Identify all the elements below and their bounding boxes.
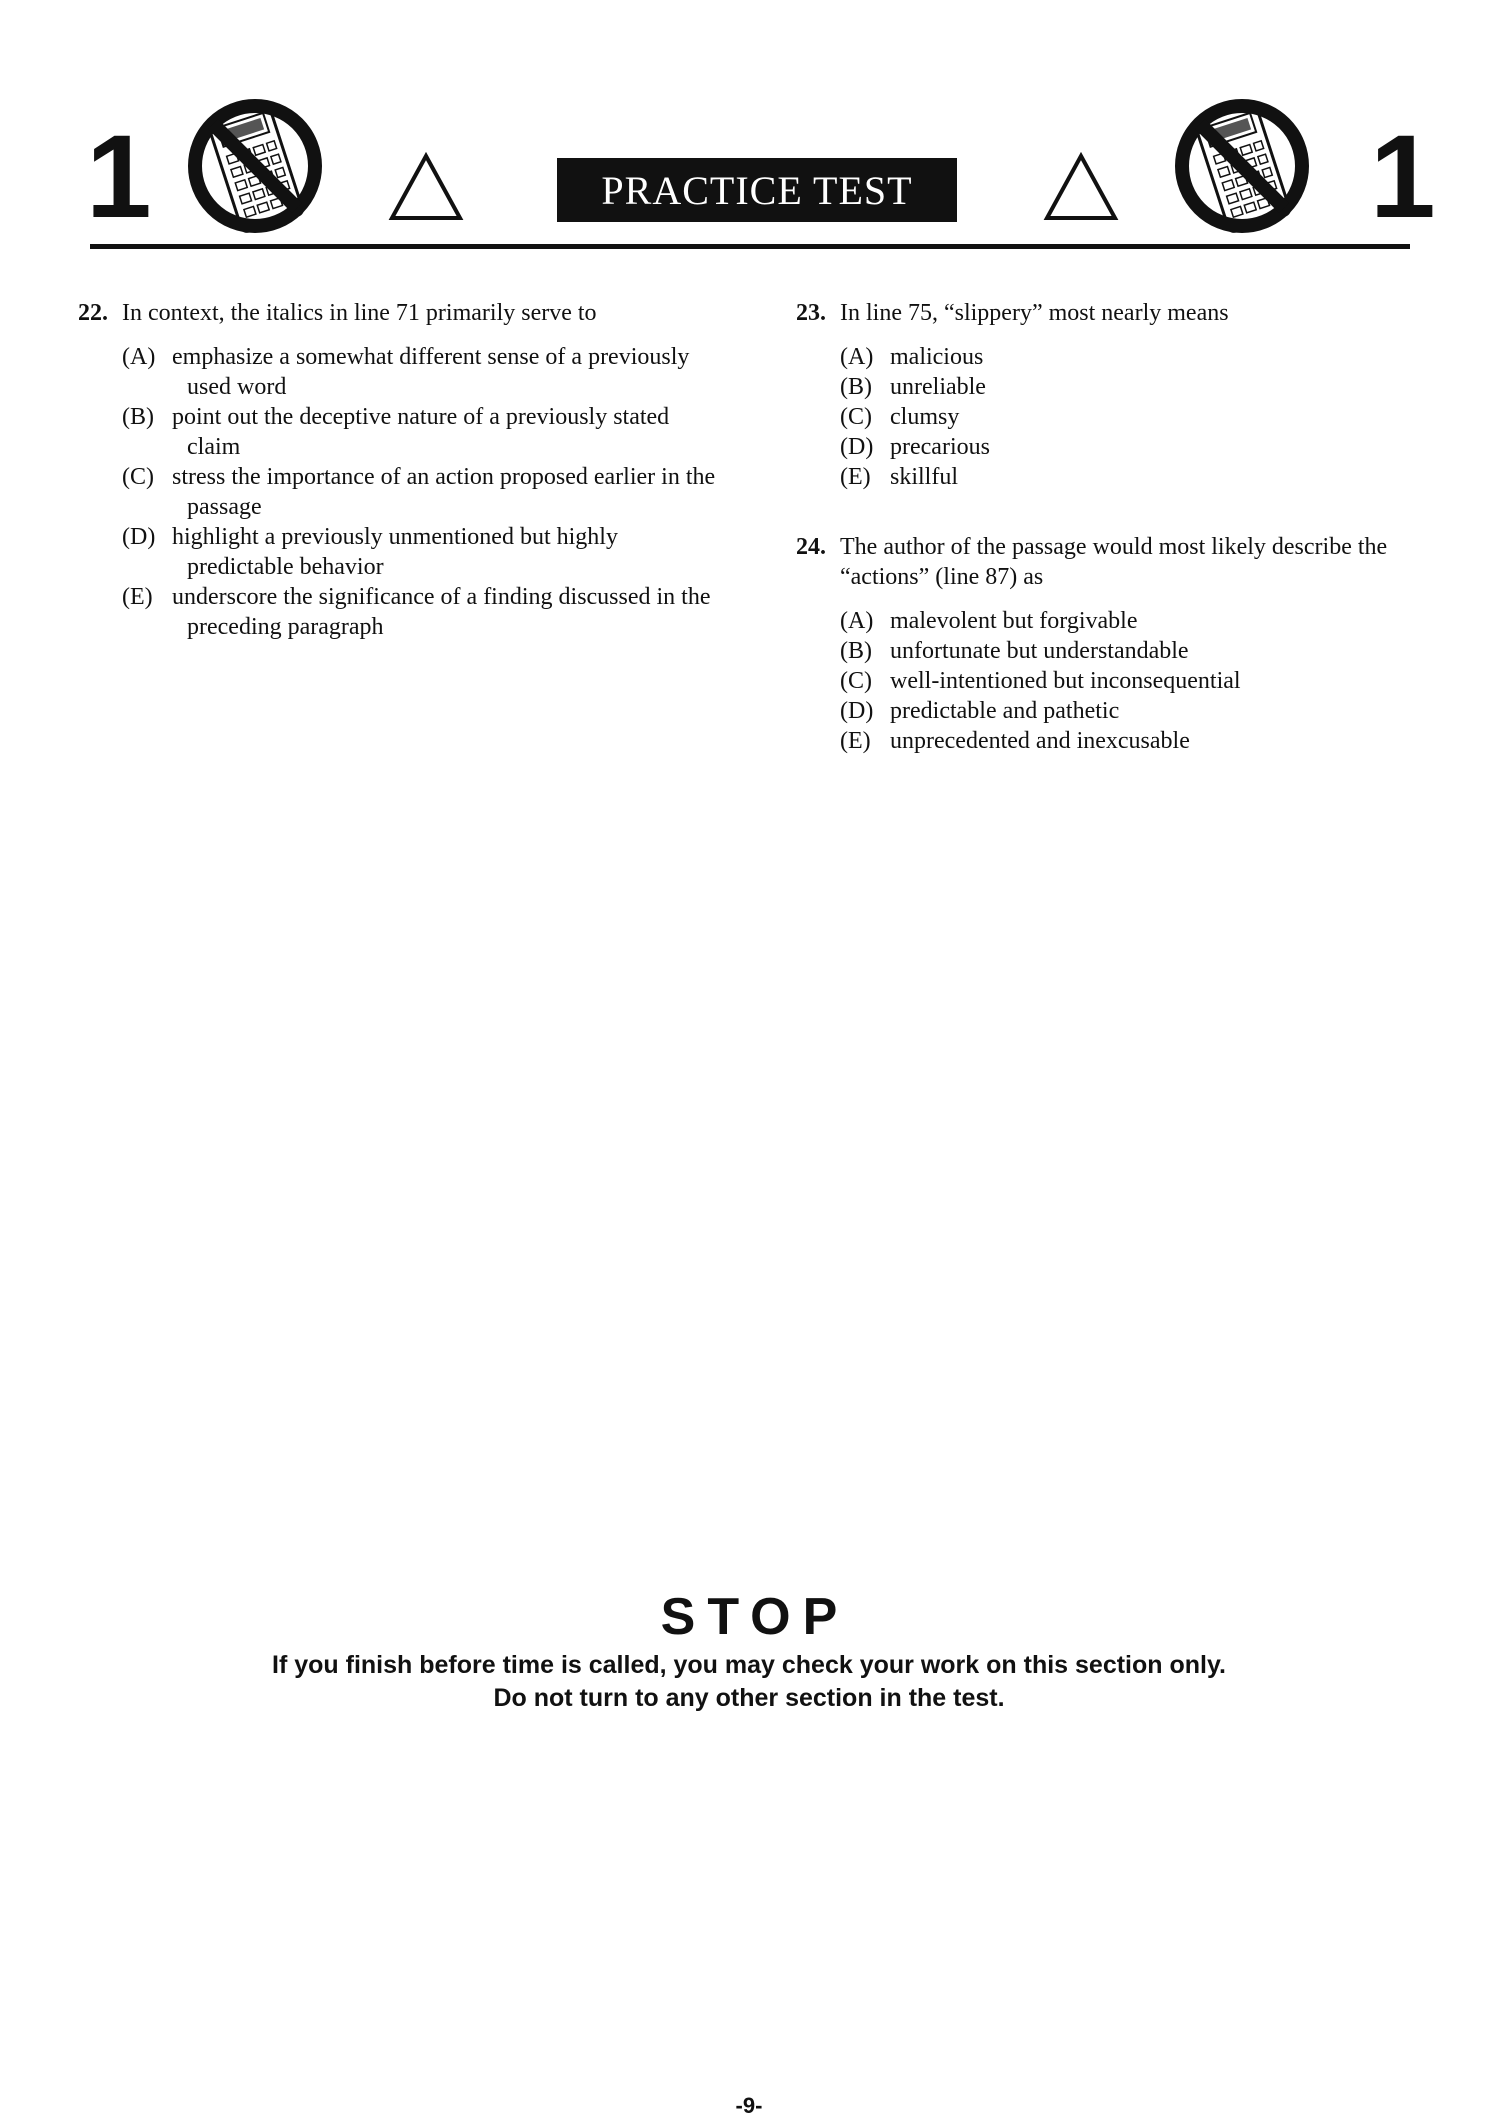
- choice-letter: (E): [122, 584, 153, 610]
- answer-choice-a: [122, 342, 718, 402]
- question-24: [796, 532, 1436, 756]
- question-number: 23.: [796, 300, 826, 326]
- no-calculator-icon: [1172, 88, 1312, 243]
- stop-instruction-line-2: Do not turn to any other section in the test.: [493, 1684, 1005, 1712]
- choice-letter: (C): [840, 404, 872, 430]
- answer-choice-d: [840, 696, 1436, 726]
- choice-letter: (B): [840, 374, 872, 400]
- triangle-icon: [1043, 152, 1119, 222]
- question-text: In context, the italics in line 71 primarily serve to: [122, 300, 597, 326]
- choice-text: unreliable: [890, 374, 986, 400]
- choice-text: unfortunate but understandable: [890, 638, 1189, 664]
- answer-choice-b: [840, 636, 1436, 666]
- question-stem: [78, 298, 718, 328]
- choice-letter: (D): [840, 434, 874, 460]
- answer-choice-c: [122, 462, 718, 522]
- choice-text: skillful: [890, 464, 959, 490]
- question-stem: [796, 532, 1436, 592]
- stop-instruction-line-1: If you finish before time is called, you may check your work on this section only.: [272, 1651, 1226, 1679]
- page-header: [0, 0, 1498, 260]
- choice-text: unprecedented and inexcusable: [890, 728, 1190, 754]
- answer-choice-c: [840, 402, 1436, 432]
- choice-text: underscore the significance of a finding discussed in the preceding paragraph: [172, 584, 711, 640]
- question-text: In line 75, “slippery” most nearly means: [840, 300, 1229, 326]
- choice-letter: (D): [122, 524, 156, 550]
- choice-text: stress the importance of an action proposed earlier in the passage: [172, 464, 716, 520]
- choice-text: highlight a previously unmentioned but highly predictable behavior: [172, 524, 618, 580]
- choice-text: malevolent but forgivable: [890, 608, 1138, 634]
- answer-choice-e: [840, 726, 1436, 756]
- choice-letter: (A): [840, 608, 874, 634]
- stop-notice: [0, 1585, 1498, 1715]
- answer-choice-b: [840, 372, 1436, 402]
- triangle-icon: [388, 152, 464, 222]
- answer-choice-e: [840, 462, 1436, 492]
- answer-choice-d: [122, 522, 718, 582]
- answer-choices: [840, 342, 1436, 492]
- section-number-left: 1: [86, 111, 152, 243]
- choice-text: emphasize a somewhat different sense of a previously used word: [172, 344, 690, 400]
- question-number: 24.: [796, 534, 826, 560]
- question-23: [796, 298, 1436, 492]
- page-number: -9-: [735, 2093, 763, 2118]
- answer-choice-c: [840, 666, 1436, 696]
- choice-letter: (C): [840, 668, 872, 694]
- practice-test-banner: PRACTICE TEST: [557, 158, 957, 222]
- choice-text: predictable and pathetic: [890, 698, 1120, 724]
- choice-letter: (E): [840, 464, 871, 490]
- answer-choices: [840, 606, 1436, 756]
- choice-text: well-intentioned but inconsequential: [890, 668, 1241, 694]
- choice-text: point out the deceptive nature of a previously stated claim: [172, 404, 670, 460]
- choice-text: precarious: [890, 434, 990, 460]
- question-text: The author of the passage would most likely describe the “actions” (line 87) as: [840, 534, 1388, 590]
- question-stem: [796, 298, 1436, 328]
- choice-letter: (E): [840, 728, 871, 754]
- answer-choice-e: [122, 582, 718, 642]
- question-22: [78, 298, 718, 642]
- answer-choice-b: [122, 402, 718, 462]
- stop-heading: STOP: [660, 1588, 850, 1646]
- question-number: 22.: [78, 300, 108, 326]
- no-calculator-icon: [185, 88, 325, 243]
- answer-choices: [122, 342, 718, 642]
- choice-letter: (A): [122, 344, 156, 370]
- choice-letter: (B): [840, 638, 872, 664]
- answer-choice-d: [840, 432, 1436, 462]
- choice-text: clumsy: [890, 404, 960, 430]
- header-rule: [90, 244, 1410, 249]
- section-number-right: 1: [1370, 111, 1436, 243]
- answer-choice-a: [840, 606, 1436, 636]
- choice-letter: (B): [122, 404, 154, 430]
- choice-letter: (A): [840, 344, 874, 370]
- choice-letter: (D): [840, 698, 874, 724]
- choice-letter: (C): [122, 464, 154, 490]
- choice-text: malicious: [890, 344, 984, 370]
- answer-choice-a: [840, 342, 1436, 372]
